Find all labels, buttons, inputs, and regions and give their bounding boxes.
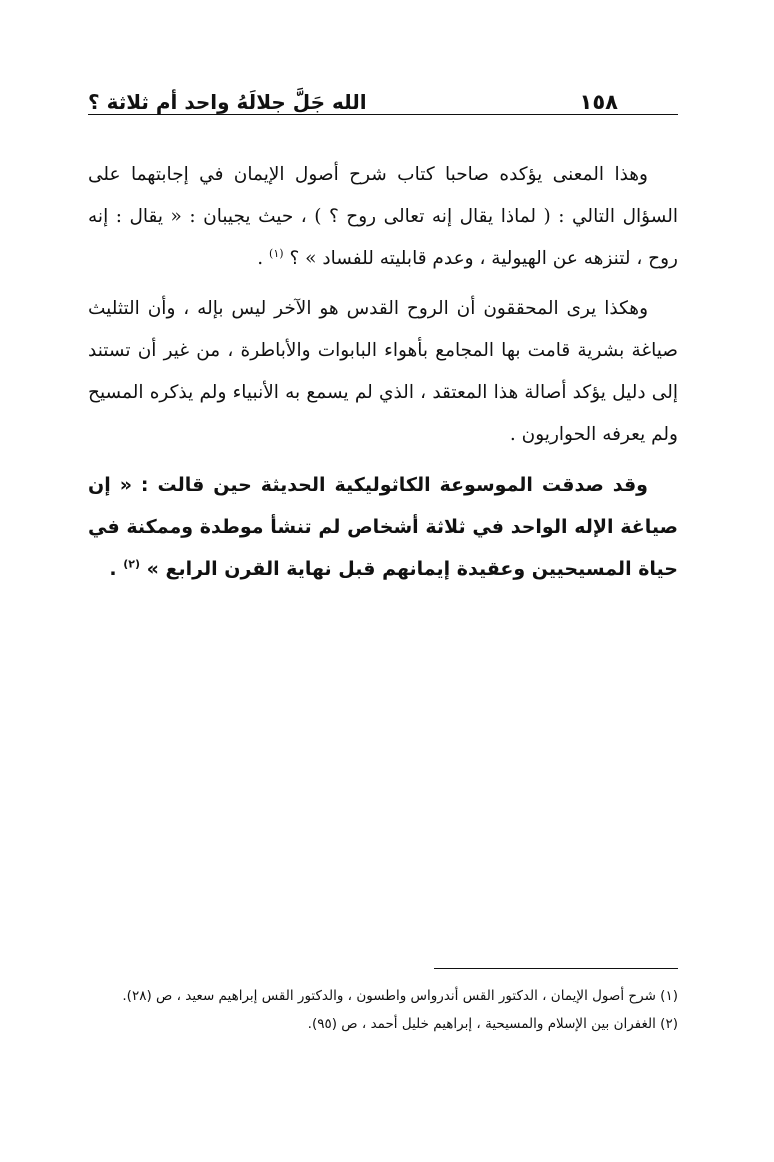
footnote-separator bbox=[434, 968, 678, 969]
footnote-1: (١) شرح أصول الإيمان ، الدكتور القس أندرواس واطسون ، والدكتور القس إبراهيم سعيد ، ص (٢٨). bbox=[122, 988, 678, 1004]
paragraph-1-tail: . bbox=[257, 248, 270, 269]
paragraph-1-text: وهذا المعنى يؤكده صاحبا كتاب شرح أصول الإيمان في إجابتهما على السؤال التالي : ( لماذا يقال إنه تعالى روح ؟ ) ، حيث يجيبان : « يقال : إنه روح ، لتنزهه عن الهيولية ، وعدم قابليته للفساد » ؟ bbox=[88, 164, 678, 269]
paragraph-2-text: وهكذا يرى المحققون أن الروح القدس هو الآخر ليس بإله ، وأن التثليث صياغة بشرية قامت بها المجامع بأهواء البابوات والأباطرة ، من غير أن تستند إلى دليل يؤكد أصالة هذا المعتقد ، الذي لم يسمع به الأنبياء ولم يذكره المسيح ولم يعرفه الحواريون . bbox=[88, 298, 678, 445]
paragraph-2 bbox=[88, 288, 678, 456]
header-rule bbox=[88, 114, 678, 115]
footnote-ref-2: (٢) bbox=[123, 557, 141, 571]
footnote-2: (٢) الغفران بين الإسلام والمسيحية ، إبراهيم خليل أحمد ، ص (٩٥). bbox=[307, 1016, 678, 1032]
footnote-ref-1: (١) bbox=[269, 246, 284, 260]
header-title: الله جَلَّ جلالَهُ واحد أم ثلاثة ؟ bbox=[88, 90, 379, 114]
footnotes bbox=[88, 982, 678, 1038]
paragraph-3-text: وقد صدقت الموسوعة الكاثوليكية الحديثة حين قالت : « إن صياغة الإله الواحد في ثلاثة أشخاص لم تنشأ موطدة وممكنة في حياة المسيحيين وعقيدة إيمانهم قبل نهاية القرن الرابع » bbox=[88, 474, 678, 580]
paragraph-3-quote bbox=[88, 464, 678, 590]
main-text bbox=[88, 154, 678, 590]
paragraph-3-tail: . bbox=[109, 558, 124, 580]
running-header bbox=[88, 88, 678, 124]
page-number: ١٥٨ bbox=[570, 90, 628, 114]
paragraph-1 bbox=[88, 154, 678, 280]
